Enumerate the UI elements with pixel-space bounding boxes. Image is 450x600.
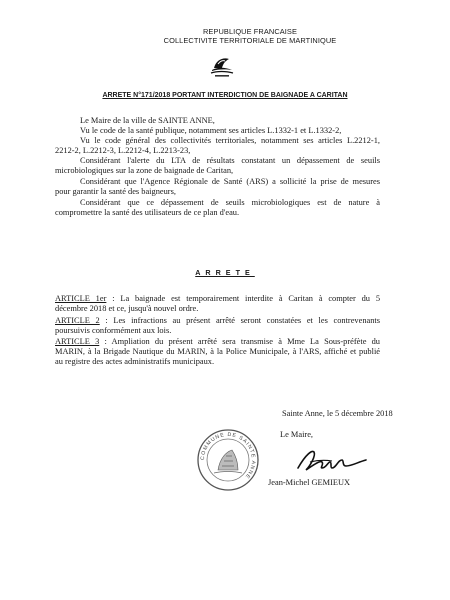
arrete-heading: ARRETE bbox=[195, 268, 255, 277]
article-text: au registre des actes administratifs municipaux. bbox=[55, 357, 215, 366]
preamble-line: Considérant l'alerte du LTA de résultats constatant un dépassement de seuils bbox=[80, 156, 380, 165]
article-label: ARTICLE 3 bbox=[55, 337, 100, 346]
collectivity-header: COLLECTIVITE TERRITORIALE DE MARTINIQUE bbox=[163, 36, 337, 45]
mayor-label: Le Maire, bbox=[280, 430, 314, 439]
preamble-line: Vu le code de la santé publique, notamment ses articles L.1332-1 et L.1332-2, bbox=[80, 126, 342, 135]
decree-title: ARRETE N°171/2018 PORTANT INTERDICTION DE BAIGNADE A CARITAN bbox=[102, 92, 348, 99]
preamble-line: Vu le code général des collectivités territoriales, notamment ses articles L.2212-1, bbox=[80, 136, 380, 145]
preamble-line: pour garantir la santé des baigneurs, bbox=[55, 187, 176, 196]
article-text: décembre 2018 et ce, jusqu'à nouvel ordre. bbox=[55, 304, 199, 313]
municipal-logo-icon bbox=[205, 52, 239, 80]
article-text: MARIN, à la Brigade Nautique du MARIN, à la Police Municipale, à l'ARS, affiché et publié bbox=[55, 347, 380, 356]
article-label: ARTICLE 2 bbox=[55, 316, 100, 325]
preamble-line: compromettre la santé des utilisateurs de ce plan d'eau. bbox=[55, 208, 240, 217]
preamble-line: Le Maire de la ville de SAINTE ANNE, bbox=[80, 116, 215, 125]
preamble-line: 2212-2, L.2212-3, L.2212-4, L.2213-23, bbox=[55, 146, 191, 155]
handwritten-signature-icon bbox=[292, 448, 370, 476]
article-2 bbox=[55, 316, 380, 326]
seal-text: COMMUNE DE SAINTE ANNE bbox=[199, 431, 257, 480]
article-text: poursuivis conformément aux lois. bbox=[55, 326, 172, 335]
article-1 bbox=[55, 294, 380, 304]
article-label: ARTICLE 1er bbox=[55, 294, 107, 303]
article-3 bbox=[55, 337, 380, 347]
article-text: : Les infractions au présent arrêté seront constatées et les contrevenants bbox=[99, 316, 380, 325]
article-text: : Ampliation du présent arrêté sera transmise à Mme La Sous-préfète du bbox=[99, 337, 380, 346]
mayor-name: Jean-Michel GEMIEUX bbox=[268, 478, 351, 487]
article-text: : La baignade est temporairement interdite à Caritan à compter du 5 bbox=[106, 294, 381, 303]
republic-header: REPUBLIQUE FRANCAISE bbox=[203, 27, 297, 36]
official-seal-icon bbox=[196, 428, 260, 492]
preamble-line: Considérant que l'Agence Régionale de Santé (ARS) a sollicité la prise de mesures bbox=[80, 177, 380, 186]
preamble-line: microbiologiques sur la zone de baignade de Caritan, bbox=[55, 166, 234, 175]
preamble-line: Considérant que ce dépassement de seuils microbiologiques est de nature à bbox=[80, 198, 380, 207]
place-date: Sainte Anne, le 5 décembre 2018 bbox=[282, 409, 393, 418]
